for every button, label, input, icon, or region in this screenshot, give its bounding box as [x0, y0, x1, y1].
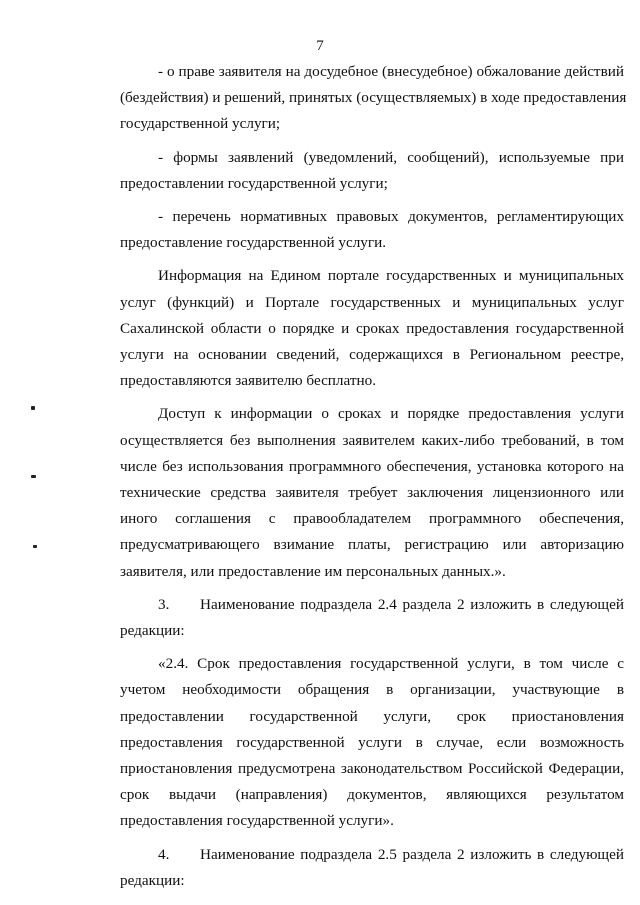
text-line: предоставляются заявителю бесплатно. [120, 372, 377, 390]
scan-speck [33, 545, 37, 548]
text-line: технические средства заявителя требует заключения лицензионного или [120, 484, 624, 502]
text-line: предоставления государственной услуги в случае, если возможность [120, 733, 624, 751]
text-line: учетом необходимости обращения в организации, участвующие в [120, 681, 624, 699]
text-line: Информация на Едином портале государственных и муниципальных [158, 267, 624, 285]
text-line: заявителя, или предоставление им персональных данных.». [120, 562, 506, 580]
text-line: - о праве заявителя на досудебное (внесудебное) обжалование действий [158, 63, 624, 80]
item-number: 3. [158, 595, 170, 613]
paragraph [120, 204, 624, 256]
item-text: Наименование подраздела 2.4 раздела 2 изложить в следующей [200, 595, 624, 613]
text-line: предоставления государственной услуги». [120, 812, 394, 830]
text-line: предоставлении государственной услуги; [120, 174, 388, 192]
text-line: предусматривающего взимание платы, регистрацию или авторизацию [120, 536, 624, 554]
item-text: Наименование подраздела 2.5 раздела 2 изложить в следующей [200, 845, 624, 863]
scan-speck [31, 406, 35, 410]
text-line: редакции: [120, 622, 185, 640]
text-line: редакции: [120, 871, 185, 889]
text-line: услуги на основании сведений, содержащихся в Региональном реестре, [120, 346, 624, 364]
paragraph [120, 651, 624, 834]
text-line [120, 592, 624, 618]
text-line: государственной услуги; [120, 115, 281, 133]
text-line: Сахалинской области о порядке и сроках предоставления государственной [120, 319, 624, 337]
paragraph [120, 592, 624, 644]
paragraph [120, 59, 627, 138]
text-line [120, 842, 624, 868]
text-line: «2.4. Срок предоставления государственной услуги, в том числе с [158, 655, 624, 673]
text-line: - перечень нормативных правовых документов, регламентирующих [158, 208, 624, 226]
text-line: осуществляется без выполнения заявителем каких-либо требований, в том [120, 431, 624, 449]
scan-speck [31, 475, 36, 478]
page-number: 7 [316, 38, 324, 54]
paragraph [120, 842, 624, 894]
text-line: предоставление государственной услуги. [120, 234, 387, 252]
text-line: услуг (функций) и Портале государственных и муниципальных услуг [120, 293, 624, 311]
text-line: числе без использования программного обеспечения, установка которого на [120, 457, 624, 475]
text-line: - формы заявлений (уведомлений, сообщений), используемые при [158, 148, 624, 166]
paragraph [120, 145, 624, 197]
text-line: иного соглашения с правообладателем программного обеспечения, [120, 510, 624, 528]
text-line: приостановления предусмотрена законодательством Российской Федерации, [120, 760, 624, 778]
text-line: (бездействия) и решений, принятых (осуществляемых) в ходе предоставления [120, 89, 627, 107]
text-line: Доступ к информации о сроках и порядке предоставления услуги [158, 405, 624, 423]
document-body [120, 59, 627, 901]
paragraph [120, 263, 624, 394]
item-number: 4. [158, 845, 170, 863]
text-line: срок выдачи (направления) документов, являющихся результатом [120, 786, 624, 804]
paragraph [120, 401, 624, 584]
text-line: предоставлении государственной услуги, срок приостановления [120, 707, 624, 725]
